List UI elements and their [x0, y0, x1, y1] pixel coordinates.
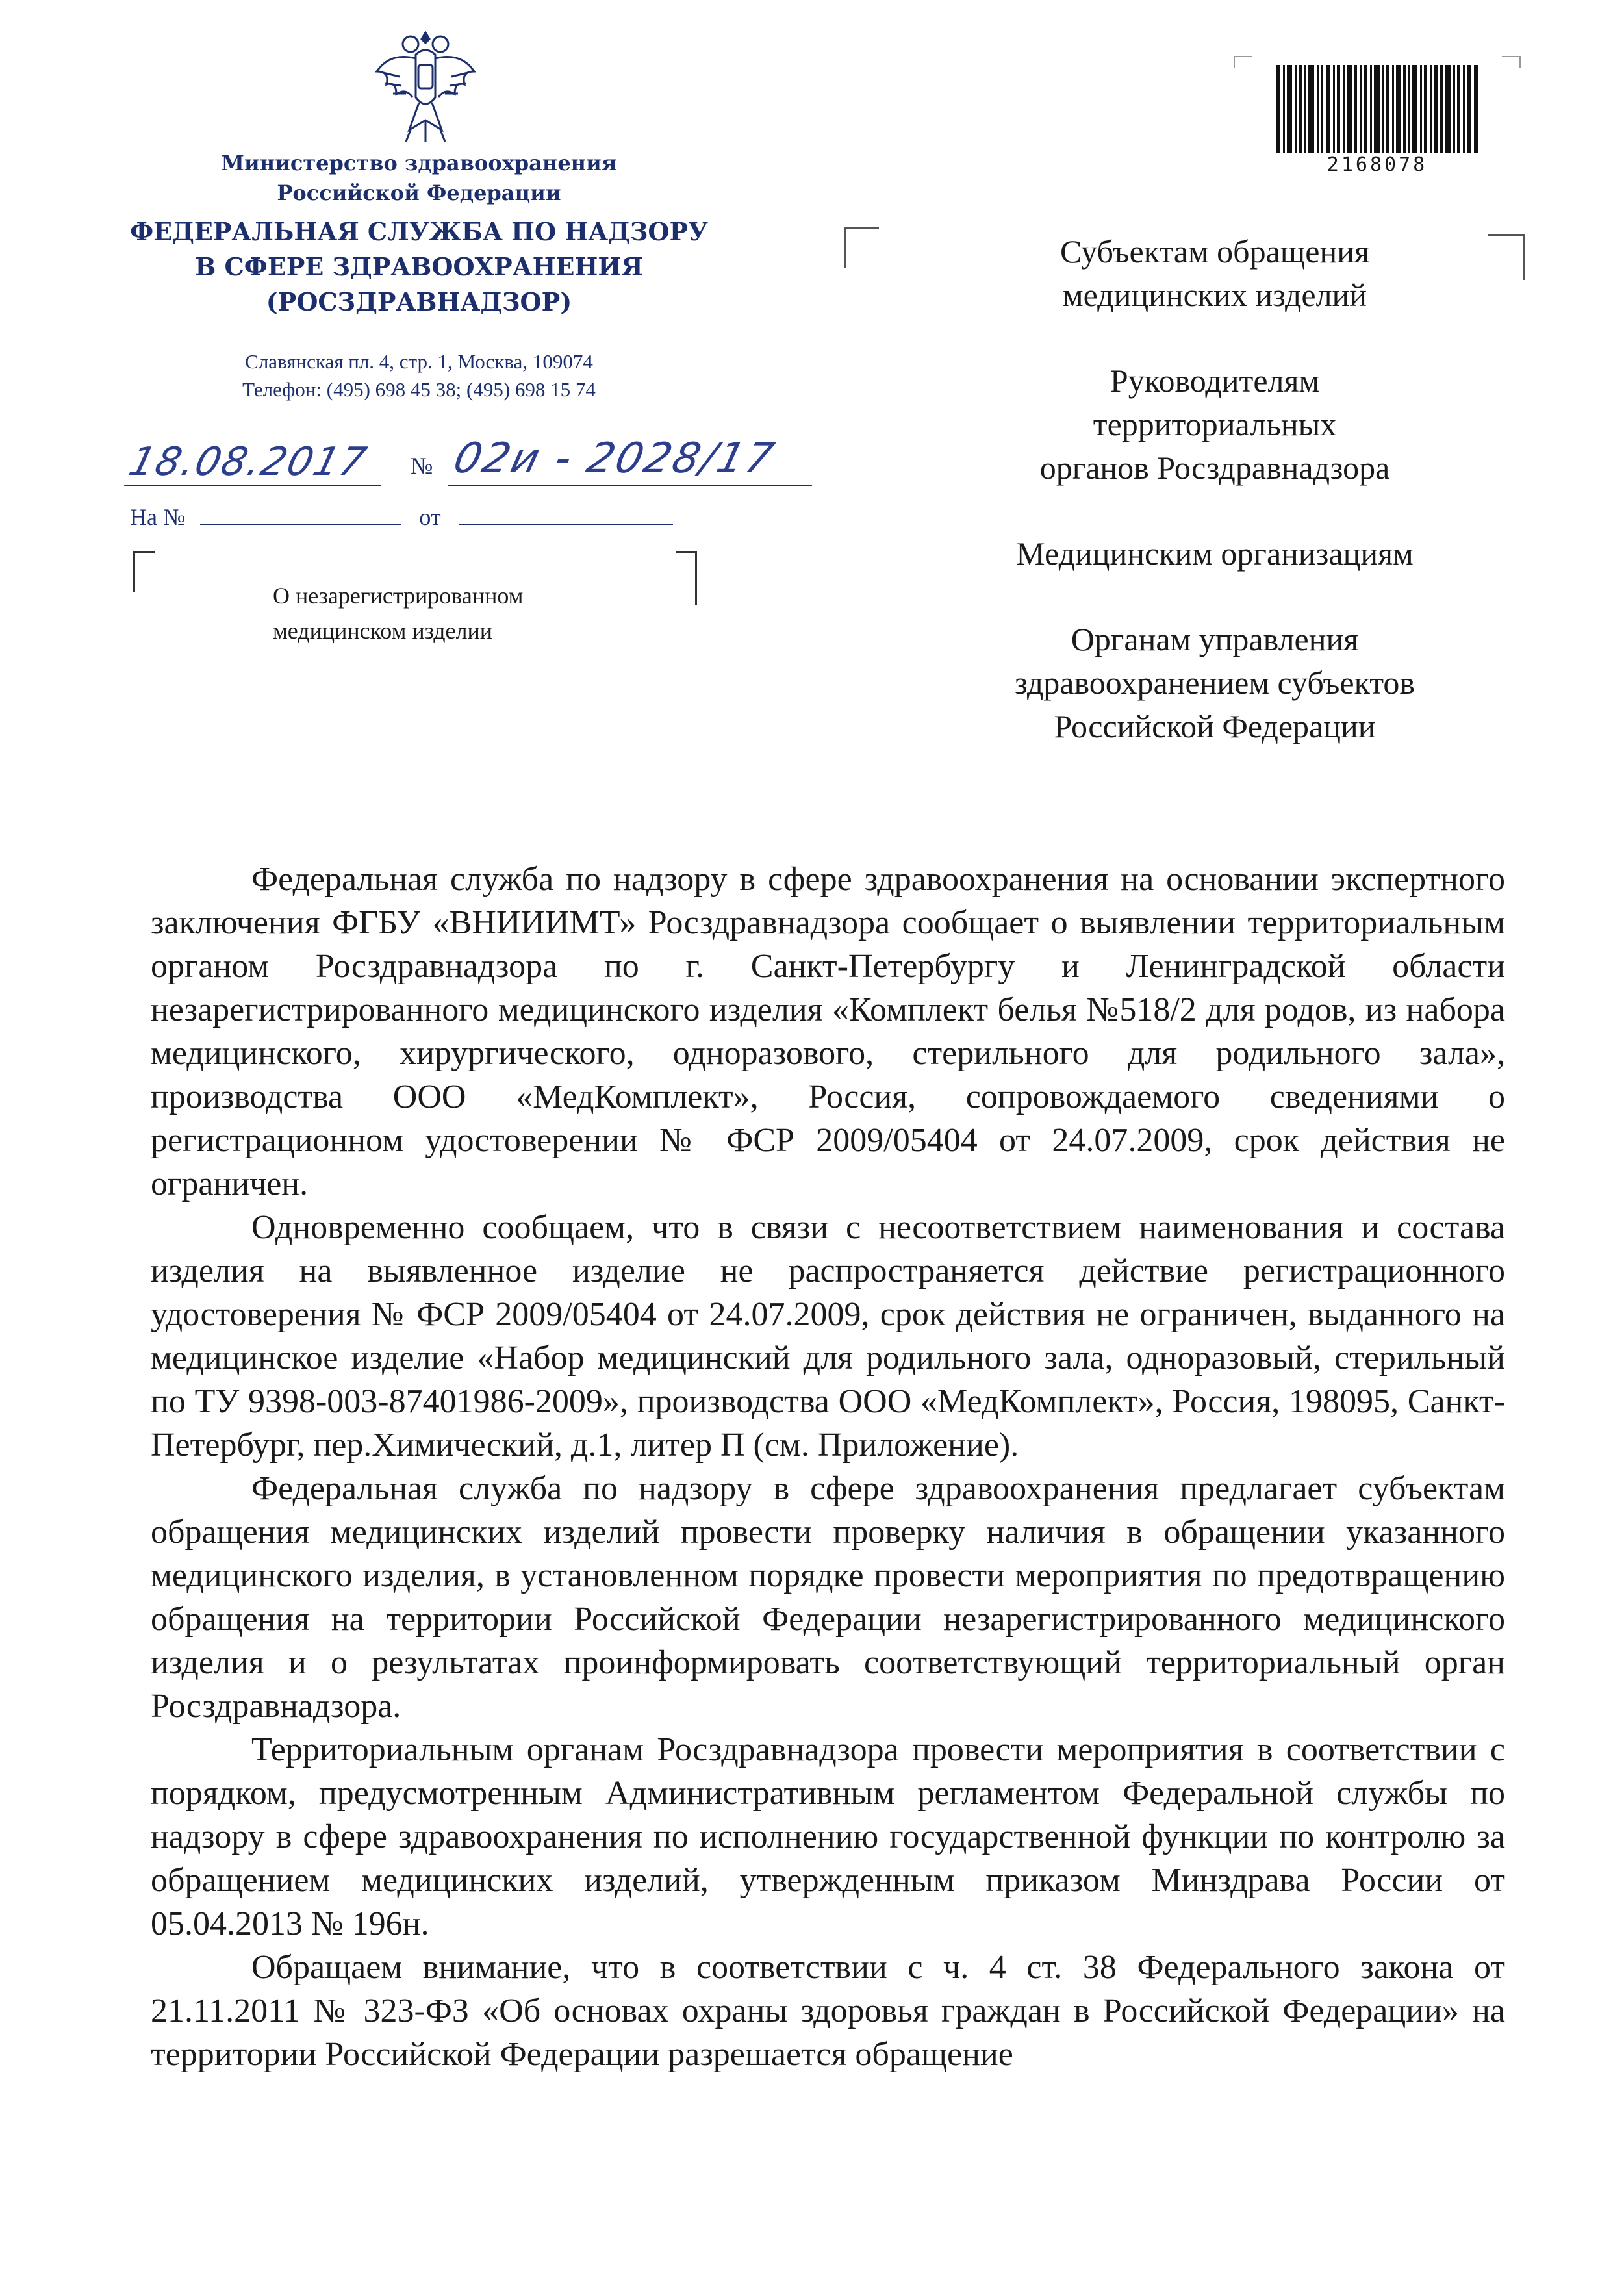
recipient-group	[909, 618, 1520, 748]
body-paragraph: Обращаем внимание, что в соответствии с ч. 4 ст. 38 Федерального закона от 21.11.2011 № 323-ФЗ «Об основах охраны здоровья граждан в Российской Федерации» на территории Российской Федерации разрешается обращение	[151, 1949, 1505, 2073]
recipient-line: органов Росздравнадзора	[1039, 450, 1390, 486]
reply-date-blank	[459, 500, 673, 525]
recipient-group	[909, 532, 1520, 576]
recipient-line: Субъектам обращения	[1060, 233, 1369, 270]
body-paragraph: Одновременно сообщаем, что в связи с несоответствием наименования и состава изделия на выявленное изделие не распространяется действие регистрационного удостоверения № ФСР 2009/05404 от 24.07.2009, срок действия не ограничен, выданного на медицинское изделие «Набор медицинский для родильного зала, одноразовый, стерильный по ТУ 9398-003-87401986-2009», производства ООО «МедКомплект», Россия, 198095, Санкт-Петербург, пер.Химический, д.1, литер П (см. Приложение).	[151, 1209, 1505, 1464]
agency-line: ФЕДЕРАЛЬНАЯ СЛУЖБА ПО НАДЗОРУ	[130, 217, 708, 246]
agency-address	[162, 348, 676, 403]
ministry-name	[175, 148, 663, 208]
letter-number: 02и - 2028/17	[448, 433, 825, 486]
body-paragraph: Территориальным органам Росздравнадзора провести мероприятия в соответствии с порядком, предусмотренным Административным регламентом Федеральной службы по надзору в сфере здравоохранения по исполнению государственной функции по контролю за обращением медицинских изделий, утвержденным приказом Минздрава России от 05.04.2013 № 196н.	[151, 1731, 1505, 1942]
reply-label: На №	[130, 504, 186, 530]
number-label: №	[411, 453, 433, 479]
reply-reference	[130, 500, 702, 533]
reply-from-label: от	[419, 504, 441, 530]
coat-of-arms-icon	[370, 26, 481, 146]
recipient-line: Медицинским организациям	[1016, 535, 1414, 572]
subject-line: медицинском изделии	[273, 618, 493, 644]
recipient-group	[909, 359, 1520, 490]
address-line: Славянская пл. 4, стр. 1, Москва, 109074	[245, 350, 593, 373]
subject-line: О незарегистрированном	[273, 583, 524, 609]
recipient-line: Российской Федерации	[1054, 708, 1376, 744]
recipient-line: Органам управления	[1071, 621, 1359, 657]
agency-line: В СФЕРЕ ЗДРАВООХРАНЕНИЯ	[195, 252, 643, 281]
subject-bracket-left	[133, 551, 155, 592]
recipients-block	[909, 230, 1520, 791]
letter-subject	[273, 578, 663, 648]
ministry-line: Российской Федерации	[277, 181, 561, 205]
recipient-line: Руководителям	[1110, 362, 1320, 399]
recipient-group	[909, 230, 1520, 317]
subject-bracket-right	[676, 551, 697, 605]
recipient-line: территориальных	[1093, 406, 1337, 442]
body-paragraph: Федеральная служба по надзору в сфере здравоохранения предлагает субъектам обращения медицинских изделий провести проверку наличия в обращении указанного медицинского изделия, в установленном порядке провести мероприятия по предотвращению обращения на территории Российской Федерации незарегистрированного медицинского изделия и о результатах проинформировать соответствующий территориальный орган Росздравнадзора.	[151, 1470, 1505, 1725]
ministry-line: Министерство здравоохранения	[221, 151, 617, 175]
recipient-line: здравоохранением субъектов	[1014, 665, 1415, 701]
recipient-line: медицинских изделий	[1062, 277, 1367, 313]
letter-body	[151, 857, 1505, 2076]
letter-date: 18.08.2017	[124, 439, 392, 486]
barcode-icon	[1276, 65, 1478, 153]
recipients-bracket-left	[844, 227, 879, 268]
barcode-number: 2168078	[1326, 153, 1428, 176]
body-paragraph: Федеральная служба по надзору в сфере здравоохранения на основании экспертного заключения ФГБУ «ВНИИИМТ» Росздравнадзора сообщает о выявлении территориальным органом Росздравнадзора по г. Санкт-Петербургу и Ленинградской области незарегистрированного медицинского изделия «Комплект белья №518/2 для родов, из набора медицинского, хирургического, одноразового, стерильного для родильного зала», производства ООО «МедКомплект», Россия, сопровождаемого сведениями о регистрационном удостоверении № ФСР 2009/05404 от 24.07.2009, срок действия не ограничен.	[151, 861, 1505, 1202]
reply-number-blank	[200, 500, 401, 525]
agency-line: (РОСЗДРАВНАДЗОР)	[266, 287, 572, 316]
agency-name	[110, 214, 728, 320]
phone-line: Телефон: (495) 698 45 38; (495) 698 15 74	[242, 378, 596, 401]
